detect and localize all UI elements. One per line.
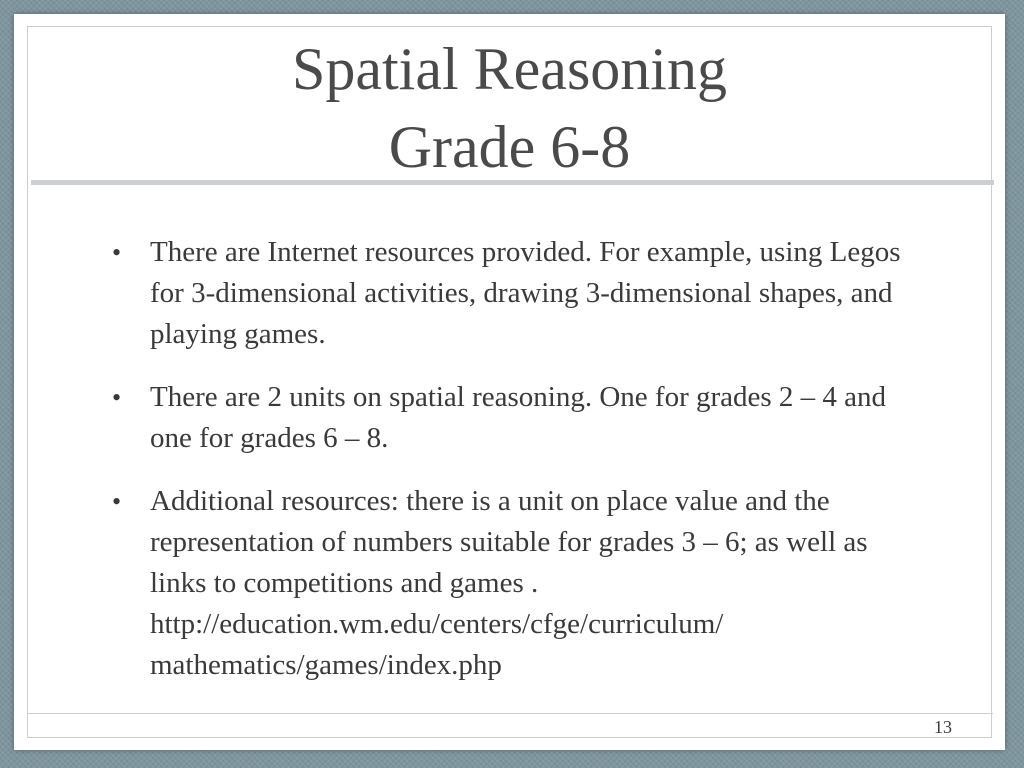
bullet-text: There are 2 units on spatial reasoning. One for grades 2 – 4 and one for grades 6 – 8. (150, 381, 887, 454)
title-divider (31, 180, 994, 185)
bullet-text: Additional resources: there is a unit on place value and the representation of numbers suitable for grades 3 – 6; as well as links to competitions and games . (150, 485, 868, 599)
page-number: 13 (934, 717, 952, 737)
slide (14, 14, 1005, 750)
bullet-list (110, 232, 910, 708)
title-line-1: Spatial Reasoning (292, 36, 727, 102)
bullet-item-additional-resources (110, 481, 910, 686)
bullet-dot-icon: • (112, 383, 122, 412)
title-line-2: Grade 6-8 (388, 114, 631, 180)
footer-divider (28, 713, 993, 714)
slide-title (14, 14, 1005, 184)
bullet-item-internet-resources (110, 232, 910, 355)
resource-url-line-1: http://education.wm.edu/centers/cfge/curriculum/ (150, 608, 724, 640)
bullet-text: There are Internet resources provided. For example, using Legos for 3-dimensional activities, drawing 3-dimensional shapes, and playing games. (150, 236, 901, 350)
resource-url-line-2: mathematics/games/index.php (150, 649, 502, 681)
bullet-item-units (110, 377, 910, 459)
bullet-dot-icon: • (112, 487, 122, 516)
bullet-dot-icon: • (112, 238, 122, 267)
